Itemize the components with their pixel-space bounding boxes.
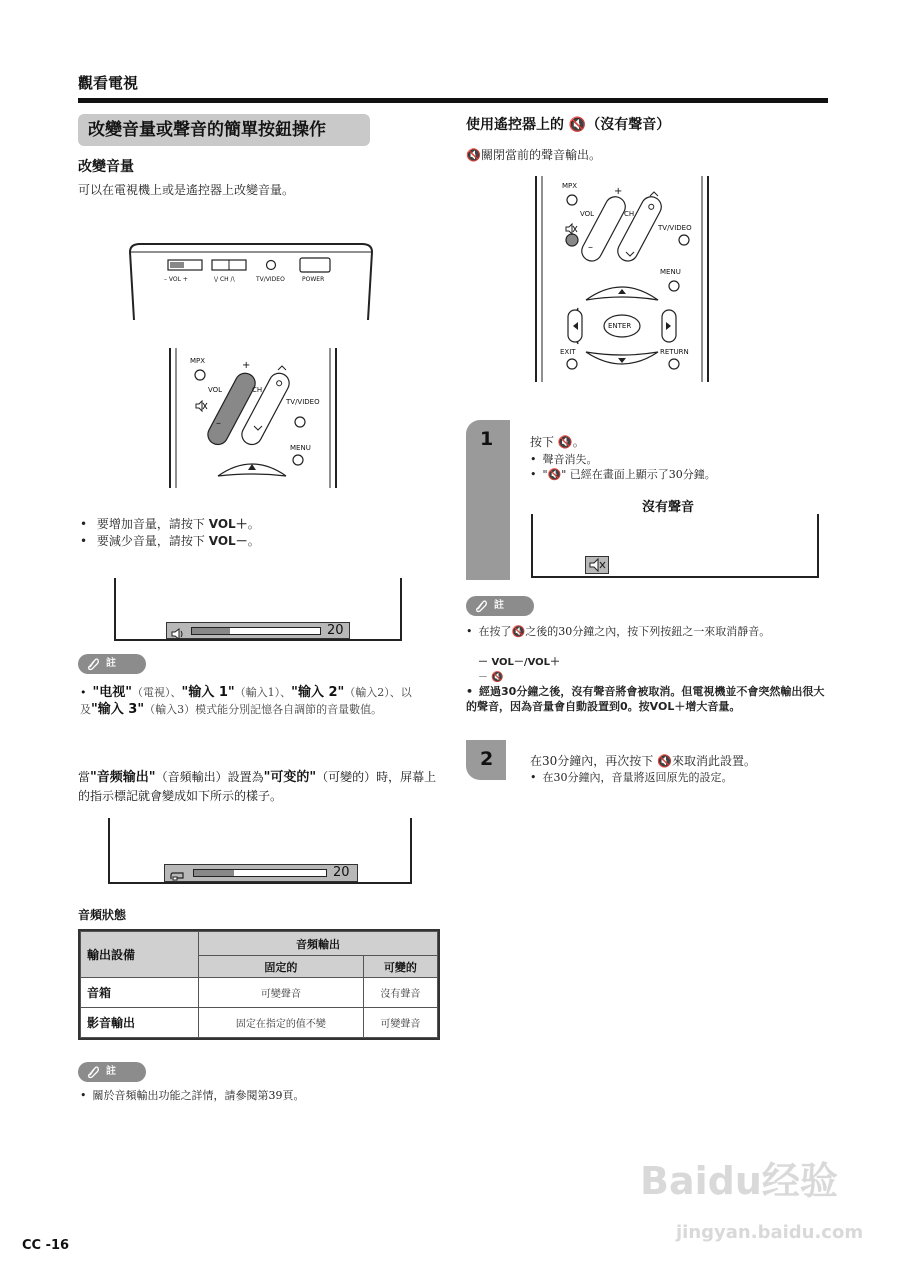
- table-cell-fixed: 可變聲音: [199, 978, 364, 1008]
- table-cell-fixed: 固定在指定的值不變: [199, 1008, 364, 1038]
- step1-bullet-1: • 聲音消失。: [530, 452, 598, 467]
- note1-text: • "电视"（電視）、"输入 1"（輸入1）、"输入 2"（輸入2）、以及"输入 3"（輸入3）模式能分別記憶各自調節的音量數值。: [80, 684, 442, 718]
- mute-icon: [564, 220, 578, 232]
- remote-illustration-left: [168, 348, 338, 488]
- mute-intro: 🔇關閉當前的聲音輸出。: [466, 148, 601, 162]
- page-number: CC -16: [22, 1238, 70, 1253]
- bullet-volume-down: • 要減少音量，請按下 VOL－。: [80, 533, 260, 550]
- volume-screen-1: [114, 578, 402, 641]
- table-cell-device: 影音輸出: [81, 1008, 199, 1038]
- remote-mpx-label: MPX: [190, 357, 206, 365]
- table-header-fixed: 固定的: [199, 956, 364, 978]
- audio-output-icon: [169, 867, 185, 879]
- volume-bar-2: [164, 864, 358, 882]
- subhead-change-volume: 改變音量: [78, 159, 134, 175]
- page-header-title: 觀看電視: [78, 74, 139, 92]
- tv-panel-illustration: [128, 240, 374, 320]
- paperclip-icon: [474, 599, 488, 621]
- remote-illustration-right: [534, 176, 710, 382]
- right-note-dash-2: － 🔇: [478, 672, 504, 683]
- table-title: 音頻狀態: [78, 908, 127, 922]
- remote-ch-label: CH: [624, 210, 635, 218]
- watermark-brand: Baidu经验: [640, 1159, 838, 1203]
- paperclip-icon: [86, 1065, 100, 1087]
- table-cell-variable: 可變聲音: [363, 1008, 437, 1038]
- panel-power-label: POWER: [302, 276, 325, 283]
- step2-bullet-1: • 在30分鐘內，音量將返回原先的設定。: [530, 770, 733, 785]
- bullet-volume-up: • 要增加音量，請按下 VOL＋。: [80, 516, 260, 533]
- mute-icon: [194, 398, 208, 412]
- volume-fill-2: [194, 870, 234, 876]
- remote-vol-label: VOL: [580, 210, 595, 218]
- panel-tvvideo-label: TV/VIDEO: [256, 276, 285, 283]
- right-note-1: • 在按了🔇之後的30分鐘之內，按下列按鈕之一來取消靜音。: [466, 624, 828, 639]
- table-header-device: 輸出設備: [81, 932, 199, 978]
- mute-indicator: [585, 556, 609, 574]
- note-badge-1: 註: [78, 654, 146, 674]
- note2-text: • 關於音頻輸出功能之詳情，請參閱第39頁。: [80, 1088, 305, 1103]
- panel-vol-label: – VOL +: [164, 276, 188, 283]
- right-note-dash-1: － VOL－/VOL＋: [478, 657, 561, 668]
- remote-plus-label: +: [242, 360, 251, 371]
- remote-minus-label: –: [216, 418, 221, 429]
- volume-value-2: 20: [333, 865, 350, 880]
- note-badge-right: 註: [466, 596, 534, 616]
- remote-plus-label: +: [614, 186, 623, 197]
- table-header-audio-output: 音頻輸出: [199, 932, 438, 956]
- remote-exit-label: EXIT: [560, 348, 576, 356]
- watermark-url: jingyan.baidu.com: [676, 1222, 864, 1243]
- remote-menu-label: MENU: [660, 268, 681, 276]
- section-title: 改變音量或聲音的簡單按鈕操作: [78, 114, 370, 146]
- table-header-variable: 可變的: [363, 956, 437, 978]
- volume-bar-1: [166, 622, 350, 639]
- right-note-2: • 經過30分鐘之後，沒有聲音將會被取消。但電視機並不會突然輸出很大的聲音，因為音量會自動設置到0。按VOL＋增大音量。: [466, 684, 828, 714]
- audio-status-table: [78, 929, 440, 1040]
- header-rule: [78, 98, 828, 103]
- remote-menu-label: MENU: [290, 444, 311, 452]
- remote-ch-label: CH: [252, 386, 263, 394]
- speaker-icon: [171, 625, 185, 637]
- no-sound-screen-label: 沒有聲音: [642, 500, 695, 515]
- volume-track-2: [193, 869, 327, 877]
- volume-value-1: 20: [327, 623, 344, 638]
- remote-enter-button: ENTER: [608, 322, 632, 330]
- volume-fill-1: [192, 628, 230, 634]
- volume-screen-2: [108, 818, 412, 884]
- panel-ch-label: \/ CH /\: [214, 276, 235, 283]
- remote-tvvideo-label: TV/VIDEO: [286, 398, 320, 406]
- table-cell-variable: 沒有聲音: [363, 978, 437, 1008]
- mute-section-title: 使用遙控器上的 🔇（沒有聲音）: [466, 117, 671, 133]
- audio-output-paragraph: 當"音频输出"（音頻輸出）設置為"可变的"（可變的）時，屏幕上的指示標記就會變成如下所示的樣子。: [78, 770, 437, 803]
- remote-minus-label: –: [588, 242, 593, 253]
- step1-main: 按下 🔇。: [530, 435, 585, 449]
- note-badge-2: 註: [78, 1062, 146, 1082]
- step2-main: 在30分鐘內，再次按下 🔇來取消此設置。: [530, 754, 757, 768]
- paperclip-icon: [86, 657, 100, 679]
- remote-return-label: RETURN: [660, 348, 689, 356]
- step1-bullet-2: • "🔇" 已經在畫面上顯示了30分鐘。: [530, 467, 716, 482]
- step1-number: 1: [480, 428, 494, 450]
- remote-tvvideo-label: TV/VIDEO: [658, 224, 692, 232]
- remote-mpx-label: MPX: [562, 182, 578, 190]
- table-row: [81, 978, 438, 1008]
- step2-number: 2: [480, 748, 494, 770]
- table-cell-device: 音箱: [81, 978, 199, 1008]
- volume-track-1: [191, 627, 321, 635]
- remote-vol-label: VOL: [208, 386, 223, 394]
- mute-screen: [531, 514, 819, 578]
- intro-text: 可以在電視機上或是遙控器上改變音量。: [78, 183, 295, 197]
- table-row: [81, 1008, 438, 1038]
